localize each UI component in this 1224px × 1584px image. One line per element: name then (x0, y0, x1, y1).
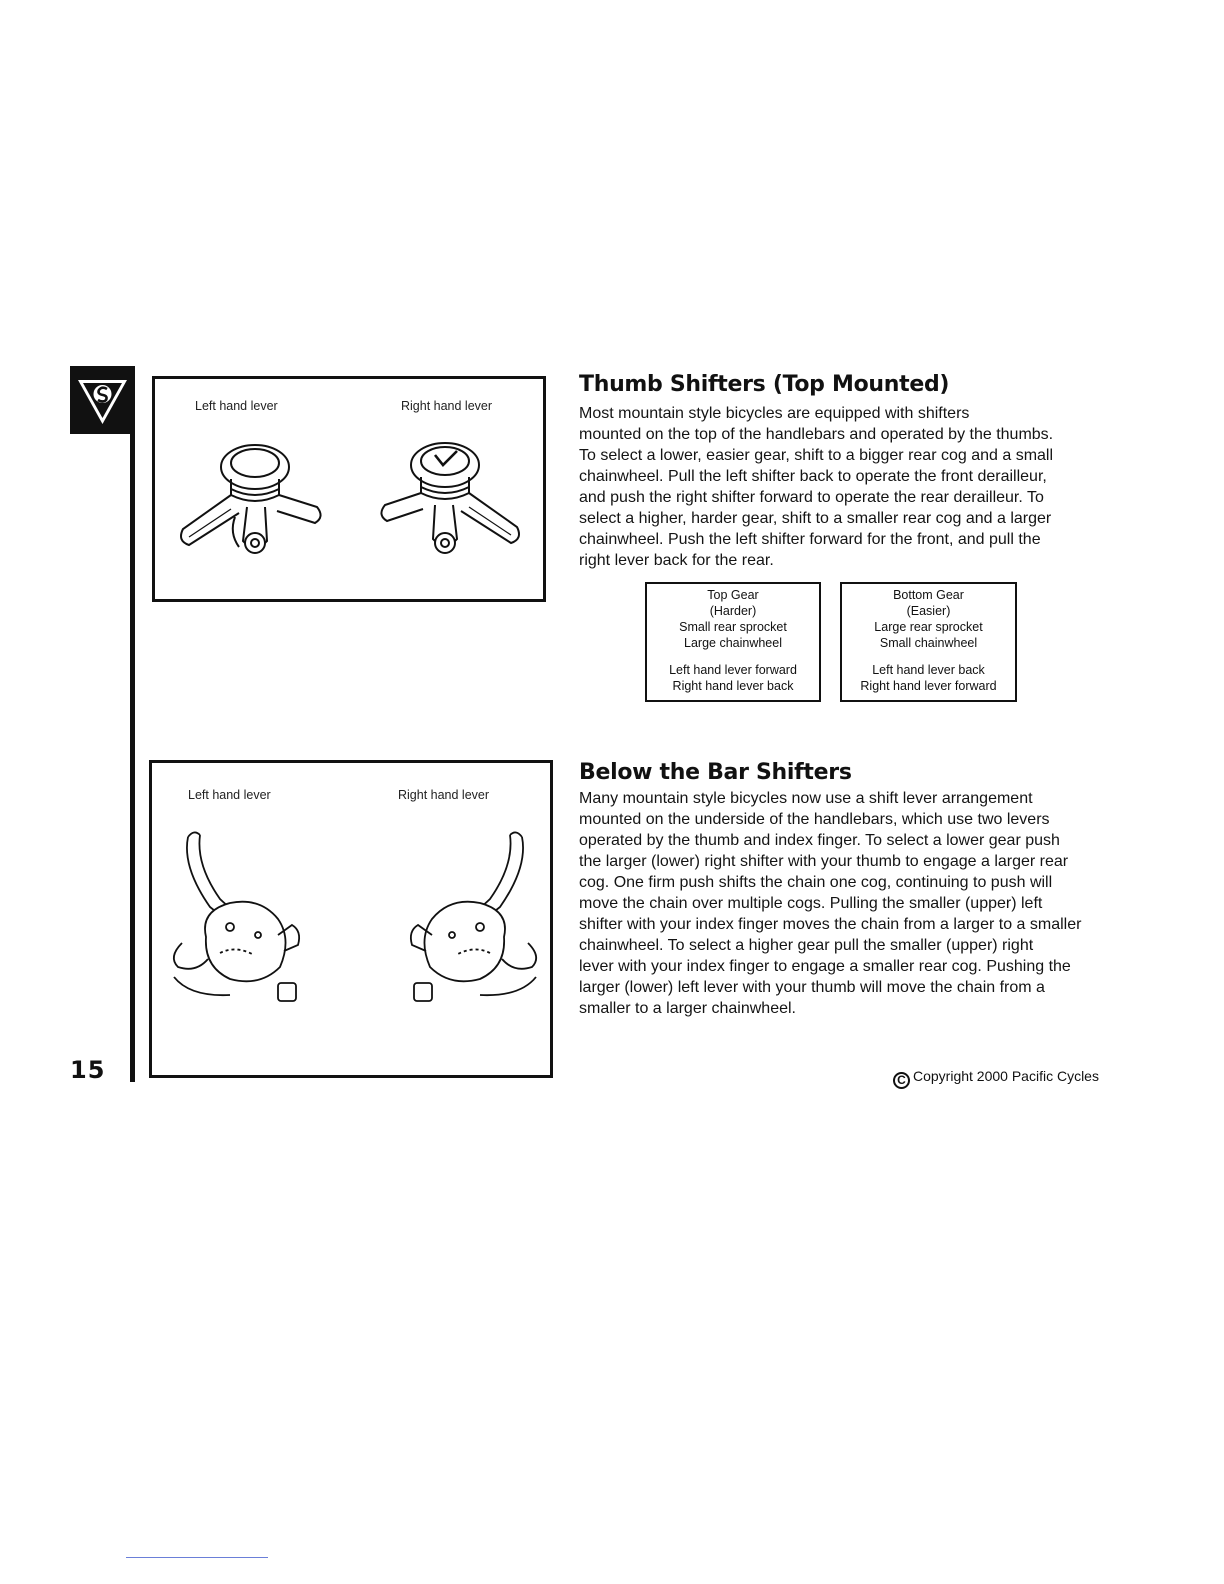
below-bar-shifters-heading: Below the Bar Shifters (579, 760, 852, 785)
text-line: operated by the thumb and index finger. To select a lower gear push (579, 832, 1060, 849)
left-lever-caption-2: Left hand lever (188, 788, 271, 802)
gear-action: Left hand lever back (872, 663, 985, 677)
left-thumb-shifter-illustration (169, 437, 329, 577)
gear-line: Large chainwheel (684, 636, 782, 650)
gear-line: Small chainwheel (879, 636, 978, 650)
text-line: smaller to a larger chainwheel. (579, 1000, 796, 1017)
below-bar-shifters-body (579, 788, 1081, 1019)
text-line: shifter with your index finger moves the chain from a larger to a smaller (579, 916, 1082, 933)
text-line: chainwheel. Pull the left shifter back to operate the front derailleur, (579, 468, 1047, 485)
left-lever-caption: Left hand lever (195, 399, 278, 413)
bottom-gear-box (840, 582, 1017, 702)
footer-link-underline (126, 1557, 268, 1558)
copyright-notice (893, 1068, 1099, 1089)
text-line: chainwheel. Push the left shifter forward for the front, and pull the (579, 531, 1041, 548)
text-line: mounted on the underside of the handlebars, which use two levers (579, 811, 1050, 828)
gear-line: Bottom Gear (893, 588, 964, 602)
text-line: move the chain over multiple cogs. Pulling the smaller (upper) left (579, 895, 1043, 912)
page-number: 15 (70, 1056, 106, 1084)
gear-line: Small rear sprocket (679, 620, 787, 634)
gear-action: Right hand lever back (672, 679, 794, 693)
text-line: the larger (lower) right shifter with your thumb to engage a larger rear (579, 853, 1069, 870)
side-rule (130, 366, 135, 1082)
brand-logo (70, 366, 135, 434)
text-line: Most mountain style bicycles are equipped with shifters (579, 405, 970, 422)
thumb-shifter-figure (152, 376, 546, 602)
gear-line: (Harder) (709, 604, 757, 618)
right-below-bar-shifter-illustration (390, 827, 550, 1017)
right-lever-caption-2: Right hand lever (398, 788, 490, 802)
text-line: and push the right shifter forward to operate the rear derailleur. To (579, 489, 1044, 506)
gear-action: Left hand lever forward (669, 663, 797, 677)
top-gear-box (645, 582, 821, 702)
text-line: right lever back for the rear. (579, 552, 774, 569)
text-line: cog. One firm push shifts the chain one cog, continuing to push will (579, 874, 1053, 891)
text-line: chainwheel. To select a higher gear pull the smaller (upper) right (579, 937, 1034, 954)
text-line: mounted on the top of the handlebars and operated by the thumbs. (579, 426, 1054, 443)
right-lever-caption: Right hand lever (401, 399, 493, 413)
gear-line: Top Gear (707, 588, 759, 602)
text-line: To select a lower, easier gear, shift to a bigger rear cog and a small (579, 447, 1054, 464)
s-triangle-logo-icon (70, 366, 135, 434)
text-line: select a higher, harder gear, shift to a smaller rear cog and a larger (579, 510, 1052, 527)
text-line: larger (lower) left lever with your thumb will move the chain from a (579, 979, 1045, 996)
text-line: lever with your index finger to engage a smaller rear cog. Pushing the (579, 958, 1071, 975)
gear-action: Right hand lever forward (860, 679, 997, 693)
thumb-shifters-body (579, 403, 1053, 571)
copyright-text: Copyright 2000 Pacific Cycles (913, 1068, 1099, 1084)
left-below-bar-shifter-illustration (160, 827, 320, 1017)
right-thumb-shifter-illustration (373, 435, 533, 577)
text-line: Many mountain style bicycles now use a shift lever arrangement (579, 790, 1033, 807)
below-bar-shifter-figure (149, 760, 553, 1078)
thumb-shifters-heading: Thumb Shifters (Top Mounted) (579, 372, 950, 397)
gear-line: Large rear sprocket (874, 620, 983, 634)
copyright-icon: C (893, 1072, 910, 1089)
gear-line: (Easier) (906, 604, 951, 618)
